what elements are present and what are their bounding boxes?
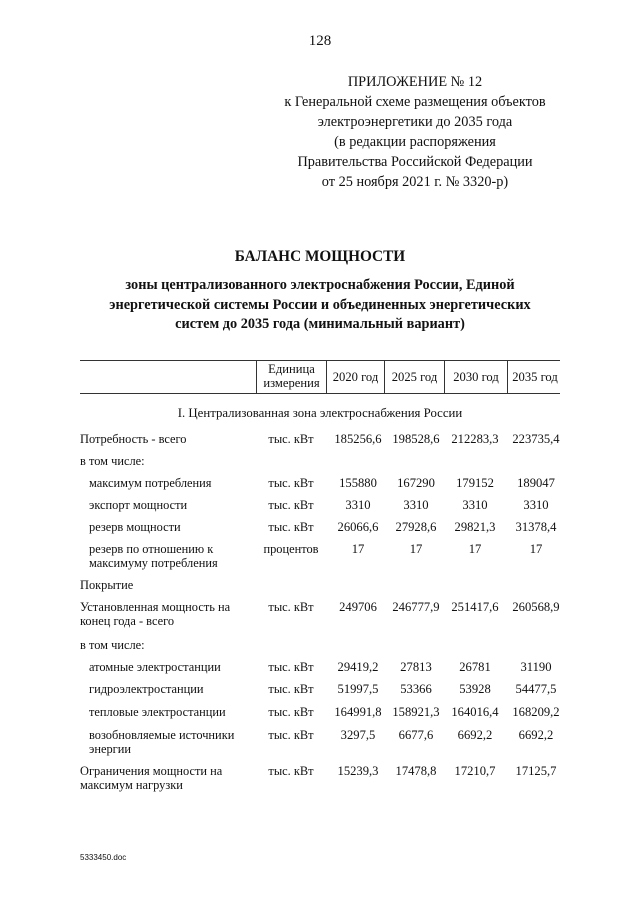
row-value: 53928 (459, 682, 491, 696)
row-value: 185256,6 (334, 432, 382, 446)
subtitle-line: энергетической системы России и объединенных энергетических (109, 296, 531, 313)
row-label: атомные электростанции (89, 660, 221, 674)
row-value: 17 (529, 542, 543, 556)
row-value: 251417,6 (451, 600, 499, 614)
row-label: в том числе: (80, 454, 145, 468)
row-value: 189047 (517, 476, 555, 490)
year-header-2020: 2020 год (332, 370, 379, 384)
page-number: 128 (308, 33, 332, 49)
row-label: резерв по отношению к максимуму потребления (89, 542, 218, 571)
row-value: 246777,9 (392, 600, 440, 614)
year-header-2030: 2030 год (453, 370, 499, 384)
row-value: 17 (468, 542, 482, 556)
appendix-line: Правительства Российской Федерации (297, 154, 533, 170)
subtitle-line: систем до 2035 года (минимальный вариант) (175, 316, 465, 332)
row-value: 155880 (339, 476, 377, 490)
appendix-line: ПРИЛОЖЕНИЕ № 12 (347, 74, 483, 90)
row-value: 31190 (520, 660, 552, 674)
row-value: 17478,8 (395, 764, 437, 778)
doc-code: 5333450.doc (80, 853, 127, 862)
document-title: БАЛАНС МОЩНОСТИ (234, 248, 406, 265)
header-bottom-rule (80, 393, 560, 394)
header-top-rule (80, 360, 560, 361)
row-value: 3310 (462, 498, 488, 512)
row-value: 17125,7 (515, 764, 557, 778)
document-subtitle (0, 276, 640, 335)
row-value: 26066,6 (337, 520, 379, 534)
row-value: 17210,7 (454, 764, 496, 778)
section-title: I. Централизованная зона электроснабжения России (177, 406, 463, 420)
row-value: 53366 (400, 682, 432, 696)
row-label: максимум потребления (89, 476, 212, 490)
row-unit: тыс. кВт (268, 520, 314, 534)
appendix-line: к Генеральной схеме размещения объектов (284, 94, 546, 110)
row-value: 3310 (403, 498, 429, 512)
row-value: 223735,4 (512, 432, 560, 446)
row-unit: тыс. кВт (268, 498, 314, 512)
row-value: 17 (409, 542, 423, 556)
row-value: 26781 (459, 660, 491, 674)
row-unit: тыс. кВт (268, 764, 314, 778)
row-value: 54477,5 (515, 682, 557, 696)
row-unit: тыс. кВт (268, 660, 314, 674)
row-label: резерв мощности (89, 520, 181, 534)
row-value: 29419,2 (337, 660, 379, 674)
appendix-block (262, 72, 568, 192)
row-label: экспорт мощности (89, 498, 188, 512)
row-value: 27928,6 (395, 520, 437, 534)
unit-header-line: измерения (263, 376, 320, 390)
row-value: 3310 (345, 498, 371, 512)
row-value: 17 (351, 542, 365, 556)
row-label: тепловые электростанции (89, 705, 226, 719)
row-value: 260568,9 (512, 600, 560, 614)
year-header-2025: 2025 год (391, 370, 438, 384)
row-value: 3297,5 (340, 728, 376, 742)
appendix-line: от 25 ноября 2021 г. № 3320-р) (321, 174, 509, 190)
appendix-line: (в редакции распоряжения (334, 134, 496, 150)
row-value: 6692,2 (457, 728, 493, 742)
row-unit: тыс. кВт (268, 682, 314, 696)
row-value: 198528,6 (392, 432, 440, 446)
row-label: Покрытие (80, 578, 134, 592)
row-value: 6677,6 (398, 728, 434, 742)
row-value: 158921,3 (392, 705, 440, 719)
row-value: 249706 (339, 600, 377, 614)
appendix-line: электроэнергетики до 2035 года (317, 114, 513, 130)
row-unit: процентов (263, 542, 319, 556)
row-value: 212283,3 (451, 432, 499, 446)
row-unit: тыс. кВт (268, 432, 314, 446)
row-value: 29821,3 (454, 520, 496, 534)
row-value: 6692,2 (518, 728, 554, 742)
row-label: Потребность - всего (80, 432, 187, 446)
row-unit: тыс. кВт (268, 476, 314, 490)
year-header-2035: 2035 год (512, 370, 558, 384)
row-value: 51997,5 (337, 682, 379, 696)
row-value: 179152 (456, 476, 494, 490)
row-unit: тыс. кВт (268, 728, 314, 742)
row-unit: тыс. кВт (268, 600, 314, 614)
unit-header (257, 362, 326, 390)
row-value: 15239,3 (337, 764, 379, 778)
row-value: 164991,8 (334, 705, 382, 719)
row-label: Ограничения мощности на максимум нагрузки (80, 764, 223, 793)
row-value: 167290 (397, 476, 435, 490)
row-label: Установленная мощность на конец года - всего (80, 600, 231, 629)
row-label: гидроэлектростанции (89, 682, 204, 696)
row-label: возобновляемые источники энергии (89, 728, 235, 757)
row-value: 164016,4 (451, 705, 499, 719)
row-unit: тыс. кВт (268, 705, 314, 719)
subtitle-line: зоны централизованного электроснабжения России, Единой (125, 277, 515, 293)
row-value: 31378,4 (515, 520, 557, 534)
row-value: 3310 (523, 498, 549, 512)
unit-header-line: Единица (268, 362, 315, 376)
row-value: 168209,2 (512, 705, 560, 719)
row-label: в том числе: (80, 638, 145, 652)
row-value: 27813 (400, 660, 432, 674)
